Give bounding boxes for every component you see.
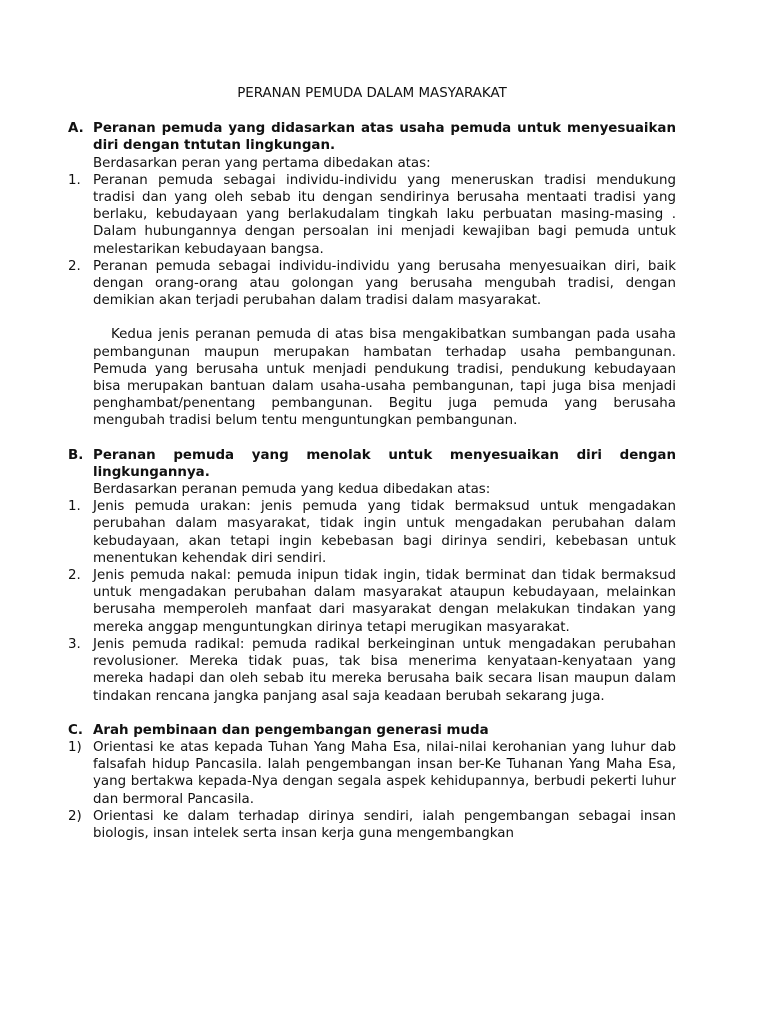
list-item-text: Peranan pemuda sebagai individu-individu yang meneruskan tradisi mendukung tradisi dan yang oleh sebab itu dengan sendirinya berusaha mentaati tradisi yang berlaku, kebudayaan yang berlakudalam tingkah laku perbuatan masing-masing . Dalam hubungannya dengan persoalan ini menjadi kewajiban bagi pemuda untuk melestarikan kebudayaan bangsa. [93,172,676,257]
list-item-number: 2. [68,258,81,274]
list-item-text: Jenis pemuda nakal: pemuda inipun tidak ingin, tidak berminat dan tidak bermaksud untuk mengadakan perubahan dalam masyarakat ataupun kebudayaan, melainkan berusaha memperoleh manfaat dari masyarakat dengan melakukan tindakan yang mereka anggap menguntungkan dirinya tetapi merugikan masyarakat. [93,568,676,635]
list-item [68,739,676,808]
section-b-label: B. [68,447,84,463]
list-item [68,172,676,258]
list-item-number: 1. [68,172,81,188]
list-item-number: 1. [68,499,81,515]
list-item [68,258,676,310]
list-item-text: Orientasi ke dalam terhadap dirinya sendiri, ialah pengembangan sebagai insan biologis, insan intelek serta insan kerja guna mengembangkan [93,808,676,841]
section-a-intro: Berdasarkan peran yang pertama dibedakan atas: [93,155,431,171]
list-item-number: 2) [68,808,82,824]
section-a-closing-paragraph: Kedua jenis peranan pemuda di atas bisa mengakibatkan sumbangan pada usaha pembangunan maupun merupakan hambatan terhadap usaha pembangunan. Pemuda yang berusaha untuk menjadi pendukung tradisi, pendukung kebudayaan bisa merupakan bantuan dalam usaha-usaha pembangunan, tapi juga bisa menjadi penghambat/penentang pembangunan. Begitu juga pemuda yang berusaha mengubah tradisi belum tentu menguntungkan pembangunan. [93,327,676,429]
section-a-label: A. [68,121,84,137]
list-item-text: Peranan pemuda sebagai individu-individu yang berusaha menyesuaikan diri, baik dengan orang-orang atau golongan yang berusaha mengubah tradisi, dengan demikian akan terjadi perubahan dalam tradisi dalam masyarakat. [93,258,676,309]
section-b-heading [68,447,676,481]
list-item [68,808,676,842]
section-c-heading-text: Arah pembinaan dan pengembangan generasi muda [93,722,489,738]
section-a-heading [68,120,676,154]
list-item-number: 1) [68,739,82,755]
list-item-number: 3. [68,636,81,652]
list-item-text: Jenis pemuda radikal: pemuda radikal berkeinginan untuk mengadakan perubahan revolusioner. Mereka tidak puas, tak bisa menerima kenyataan-kenyataan yang mereka hadapi dan oleh sebab itu mereka berusaha baik secara lisan maupun dalam tindakan rencana jangka panjang asal saja keadaan berubah sekarang juga. [93,636,676,704]
spacer [68,705,676,722]
document-title: PERANAN PEMUDA DALAM MASYARAKAT [237,86,507,101]
section-b-heading-text: Peranan pemuda yang menolak untuk menyesuaikan diri dengan lingkungannya. [93,447,676,480]
list-item-text: Jenis pemuda urakan: jenis pemuda yang tidak bermaksud untuk mengadakan perubahan dalam masyarakat, tidak ingin untuk mengadakan perubahan dalam kebudayaan, akan tetapi ingin kebebasan bagi dirinya sendiri, kebebasan untuk menentukan kehendak diri sendiri. [93,499,676,566]
spacer [68,430,676,447]
list-item [68,567,676,636]
list-item [68,636,676,705]
list-item [68,498,676,567]
section-a-heading-text: Peranan pemuda yang didasarkan atas usaha pemuda untuk menyesuaikan diri dengan tntutan lingkungan. [93,121,676,154]
list-item-number: 2. [68,568,81,584]
list-item-text: Orientasi ke atas kepada Tuhan Yang Maha Esa, nilai-nilai kerohanian yang luhur dab falsafah hidup Pancasila. Ialah pengembangan insan ber-Ke Tuhanan Yang Maha Esa, yang bertakwa kepada-Nya dengan segala aspek kehidupannya, berbudi pekerti luhur dan bermoral Pancasila. [93,739,676,807]
section-c-label: C. [68,722,83,738]
section-b-intro: Berdasarkan peranan pemuda yang kedua dibedakan atas: [93,482,491,498]
section-c-heading [68,722,676,739]
